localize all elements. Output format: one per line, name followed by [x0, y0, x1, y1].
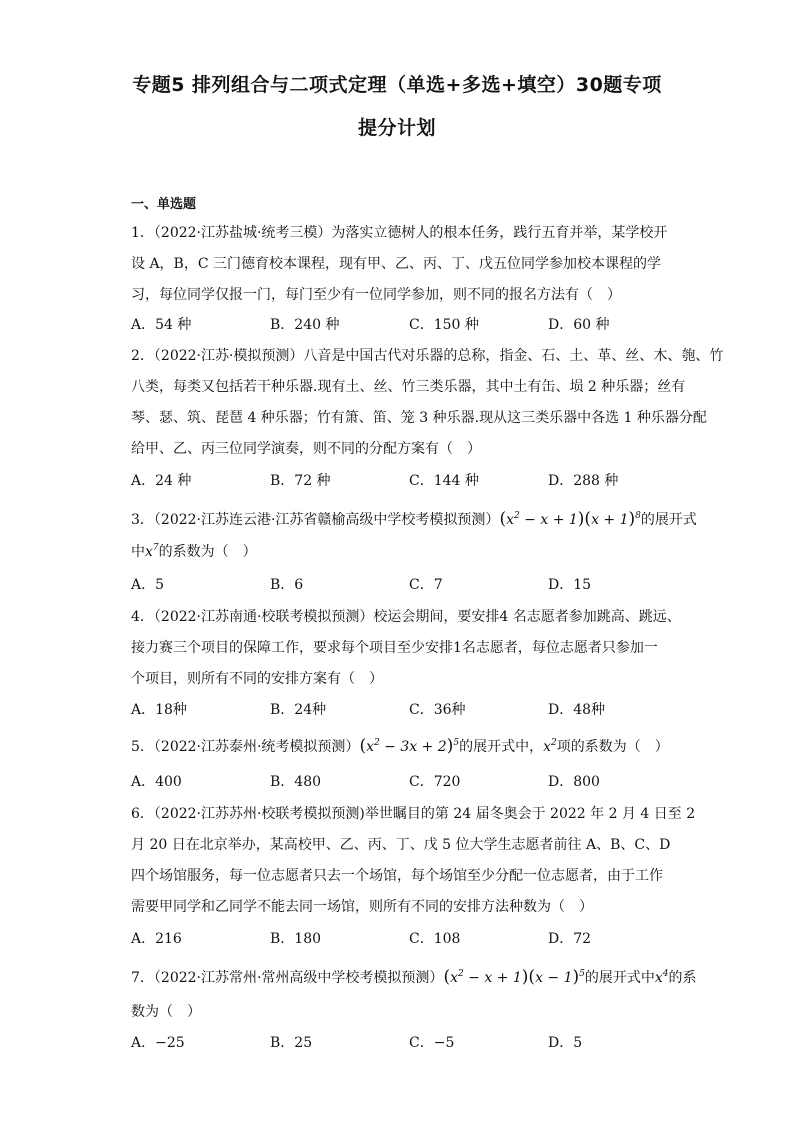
question-text-line: [131, 541, 257, 563]
question-stem: 的展开式: [640, 512, 697, 528]
question-stem: 的系数为（ ）: [158, 544, 257, 560]
question-5-options: [131, 771, 664, 793]
question-text-line: 6．（2022·江苏苏州·校联考模拟预测)举世瞩目的第 24 届冬奥会于 2022 年 2 月 4 日至 2: [131, 806, 696, 822]
question-stem: 的系: [668, 970, 697, 986]
option-b: B．6: [270, 577, 304, 593]
option-c: C．−5: [409, 1035, 455, 1051]
question-text-line: 接力赛三个项目的保障工作，要求每个项目至少安排1名志愿者，每位志愿者只参加一: [131, 640, 658, 656]
option-b: B．240 种: [270, 317, 340, 333]
option-a: A．18种: [131, 702, 187, 718]
question-2-options: [131, 470, 664, 492]
option-b: B．180: [270, 931, 322, 947]
option-d: D．288 种: [548, 473, 619, 489]
question-text-line: 习，每位同学仅报一门，每门至少有一位同学参加，则不同的报名方法有（ ）: [131, 287, 621, 303]
option-b: B．24种: [270, 702, 327, 718]
question-stem: 5．（2022·江苏泰州·统考模拟预测）: [131, 739, 360, 755]
option-b: B．480: [270, 774, 322, 790]
question-stem: 7．（2022·江苏常州·常州高级中学校考模拟预测）: [131, 970, 444, 986]
question-stem: 3．（2022·江苏连云港·江苏省赣榆高级中学校考模拟预测）: [131, 512, 500, 528]
question-3-options: [131, 574, 664, 596]
option-a: A．5: [131, 577, 165, 593]
option-d: D．5: [548, 1035, 583, 1051]
option-a: A．216: [131, 931, 182, 947]
question-text-line: 数为（ ）: [131, 1004, 201, 1020]
question-text-line: 给甲、乙、丙三位同学演奏，则不同的分配方案有（ ）: [131, 441, 481, 457]
option-a: A．24 种: [131, 473, 192, 489]
question-stem: 中: [131, 544, 145, 560]
option-b: B．72 种: [270, 473, 331, 489]
question-text-line: 1．（2022·江苏盐城·统考三模）为落实立德树人的根本任务，践行五育并举，某学校开: [131, 225, 668, 241]
math-term: $x^4$: [654, 969, 669, 986]
document-title-line2: 提分计划: [357, 117, 436, 139]
option-a: A．54 种: [131, 317, 192, 333]
option-d: D．15: [548, 577, 592, 593]
question-text-line: 设 A，B，C 三门德育校本课程，现有甲、乙、丙、丁、戊五位同学参加校本课程的学: [131, 256, 662, 272]
option-a: A．400: [131, 774, 182, 790]
option-c: C．7: [409, 577, 443, 593]
math-expression: $(x^2 - x + 1)(x - 1)^5$: [443, 967, 585, 987]
question-text-line: [131, 508, 697, 530]
question-text-line: 八类，每类又包括若干种乐器.现有土、丝、竹三类乐器，其中土有缶、埙 2 种乐器；丝有: [131, 379, 686, 395]
option-c: C．144 种: [409, 473, 479, 489]
option-c: C．150 种: [409, 317, 479, 333]
question-text-line: 个项目，则所有不同的安排方案有（ ）: [131, 671, 383, 687]
math-expression: $(x^2 - 3x + 2)^5$: [359, 736, 460, 756]
question-text-line: 月 20 日在北京举办，某高校甲、乙、丙、丁、戊 5 位大学生志愿者前往 A、B、C、D: [131, 837, 671, 853]
option-a: A．−25: [131, 1035, 185, 1051]
option-d: D．60 种: [548, 317, 610, 333]
option-d: D．800: [548, 774, 600, 790]
question-text-line: 2．（2022·江苏·模拟预测）八音是中国古代对乐器的总称，指金、石、土、革、丝、木、匏、竹: [131, 348, 724, 364]
question-text-line: 琴、瑟、筑、琵琶 4 种乐器；竹有箫、笛、笼 3 种乐器.现从这三类乐器中各选 1 种乐器分配: [131, 410, 707, 426]
question-text-line: 需要甲同学和乙同学不能去同一场馆，则所有不同的安排方法种数为（ ）: [131, 899, 593, 915]
option-d: D．72: [548, 931, 592, 947]
option-d: D．48种: [548, 702, 606, 718]
question-text-line: 4．（2022·江苏南通·校联考模拟预测）校运会期间，要安排4 名志愿者参加跳高、跳远、: [131, 609, 681, 625]
question-stem: 的展开式中，: [459, 739, 544, 755]
question-stem: 项的系数为（ ）: [556, 739, 669, 755]
question-7-options: [131, 1032, 664, 1054]
option-c: C．720: [409, 774, 461, 790]
question-text-line: [131, 735, 669, 757]
section-heading: 一、单选题: [131, 197, 197, 212]
math-term: $x^7$: [145, 543, 159, 560]
option-c: C．36种: [409, 702, 466, 718]
question-1-options: [131, 314, 664, 336]
question-stem: 的展开式中: [584, 970, 655, 986]
question-text-line: 四个场馆服务，每一位志愿者只去一个场馆，每个场馆至少分配一位志愿者，由于工作: [131, 868, 663, 884]
document-title: 专题5 排列组合与二项式定理（单选+多选+填空）30题专项: [132, 74, 662, 96]
math-term: $x^2$: [543, 738, 557, 755]
question-4-options: [131, 699, 664, 721]
option-b: B．25: [270, 1035, 313, 1051]
math-expression: $(x^2 - x + 1)(x + 1)^8$: [499, 509, 641, 529]
question-text-line: [131, 966, 697, 988]
question-6-options: [131, 928, 664, 950]
option-c: C．108: [409, 931, 461, 947]
